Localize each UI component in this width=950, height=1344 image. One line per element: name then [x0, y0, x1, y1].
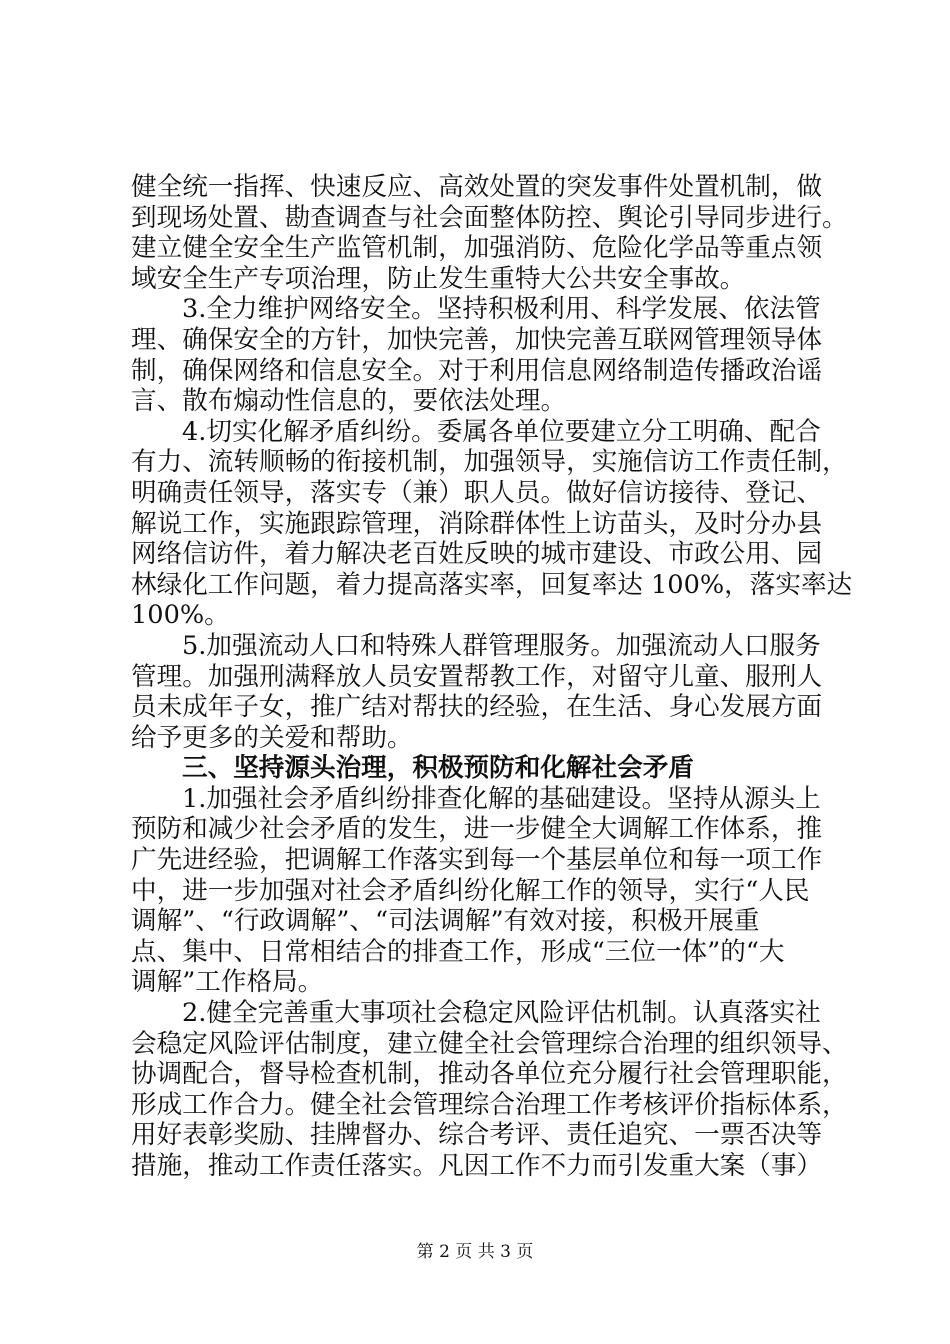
text-line: 用好表彰奖励、挂牌督办、综合考评、责任追究、一票否决等 — [131, 1120, 823, 1151]
text-line: 会稳定风险评估制度，建立健全社会管理综合治理的组织领导、 — [131, 1028, 848, 1059]
text-line: 措施，推动工作责任落实。凡因工作不力而引发重大案（事） — [131, 1151, 823, 1181]
text-line: 广先进经验，把调解工作落实到每一个基层单位和每一项工作 — [131, 845, 823, 876]
text-line: 1.加强社会矛盾纠纷排查化解的基础建设。坚持从源头上 — [182, 783, 821, 814]
text-line: 调解”、“行政调解”、“司法调解”有效对接，积极开展重 — [131, 906, 760, 937]
text-line: 网络信访件，着力解决老百姓反映的城市建设、市政公用、园 — [131, 539, 823, 570]
text-line: 预防和减少社会矛盾的发生，进一步健全大调解工作体系，推 — [131, 814, 823, 845]
text-line: 协调配合，督导检查机制，推动各单位充分履行社会管理职能， — [131, 1059, 848, 1090]
text-line: 点、集中、日常相结合的排查工作，形成“三位一体”的“大 — [131, 936, 785, 967]
text-line: 明确责任领导，落实专（兼）职人员。做好信访接待、登记、 — [131, 477, 823, 508]
text-line: 形成工作合力。健全社会管理综合治理工作考核评价指标体系， — [131, 1089, 848, 1120]
text-line: 4.切实化解矛盾纠纷。委属各单位要建立分工明确、配合 — [182, 416, 821, 447]
page-footer: 第 2 页 共 3 页 — [416, 1242, 534, 1262]
text-line: 林绿化工作问题，着力提高落实率，回复率达 100%，落实率达 — [131, 569, 853, 600]
text-line: 域安全生产专项治理，防止发生重特大公共安全事故。 — [131, 263, 746, 294]
text-line: 员未成年子女，推广结对帮扶的经验，在生活、身心发展方面 — [131, 692, 823, 723]
text-line: 管理。加强刑满释放人员安置帮教工作，对留守儿童、服刑人 — [131, 661, 823, 692]
section-heading: 三、坚持源头治理，积极预防和化解社会矛盾 — [182, 753, 694, 784]
text-line: 有力、流转顺畅的衔接机制，加强领导，实施信访工作责任制， — [131, 447, 848, 478]
text-line: 5.加强流动人口和特殊人群管理服务。加强流动人口服务 — [182, 630, 821, 661]
text-line: 给予更多的关爱和帮助。 — [131, 722, 413, 753]
text-line: 健全统一指挥、快速反应、高效处置的突发事件处置机制，做 — [131, 172, 823, 202]
text-line: 解说工作，实施跟踪管理，消除群体性上访苗头，及时分办县 — [131, 508, 823, 539]
text-line: 制，确保网络和信息安全。对于利用信息网络制造传播政治谣 — [131, 355, 823, 386]
text-line: 调解”工作格局。 — [131, 967, 324, 998]
text-line: 到现场处置、勘查调查与社会面整体防控、舆论引导同步进行。 — [131, 202, 848, 233]
text-line: 言、散布煽动性信息的，要依法处理。 — [131, 386, 567, 417]
text-line: 2.健全完善重大事项社会稳定风险评估机制。认真落实社 — [182, 998, 821, 1029]
text-line: 理、确保安全的方针，加快完善，加快完善互联网管理领导体 — [131, 324, 823, 355]
text-line: 100%。 — [131, 600, 230, 631]
text-line: 3.全力维护网络安全。坚持积极利用、科学发展、依法管 — [182, 294, 821, 325]
text-line: 建立健全安全生产监管机制，加强消防、危险化学品等重点领 — [131, 233, 823, 264]
document-body — [131, 172, 853, 1182]
text-line: 中，进一步加强对社会矛盾纠纷化解工作的领导，实行“人民 — [131, 875, 810, 906]
